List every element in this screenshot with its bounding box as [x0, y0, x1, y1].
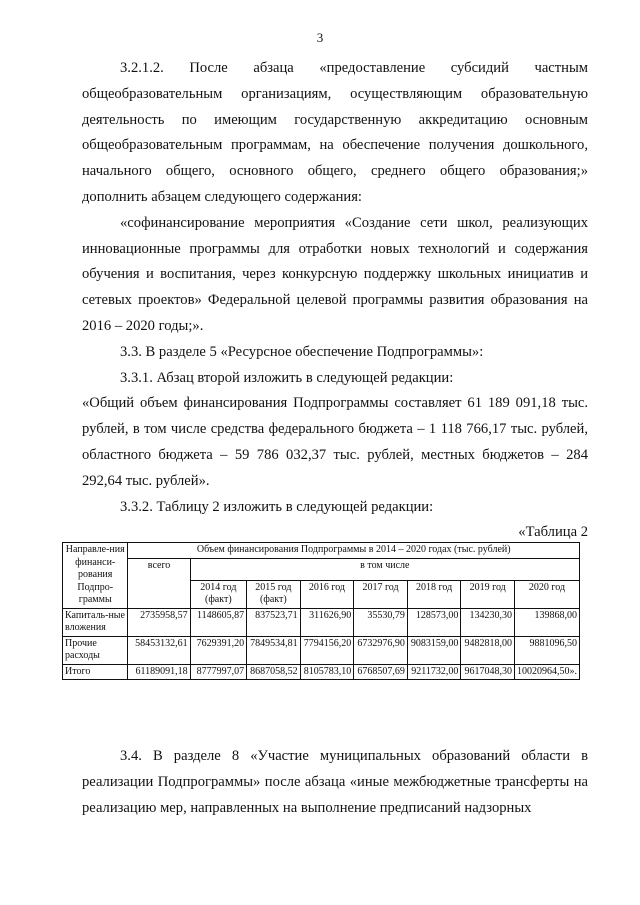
row-value: 9617048,30: [461, 664, 515, 680]
table-label: «Таблица 2: [518, 524, 588, 541]
table-header-row: [63, 558, 580, 580]
row-name: Прочие расходы: [63, 636, 128, 664]
page-number: 3: [316, 30, 324, 45]
year-header: 2020 год: [514, 580, 579, 608]
row-value: 9211732,00: [407, 664, 461, 680]
year-header: 2016 год: [300, 580, 354, 608]
row-value: 6732976,90: [354, 636, 408, 664]
volume-header: Объем финансирования Подпрограммы в 2014 – 2020 годах (тыс. рублей): [128, 543, 580, 559]
document-body: [82, 56, 588, 546]
paragraph: 3.4. В разделе 8 «Участие муниципальных образований области в реализации Подпрограммы» после абзаца «иные межбюджетные трансферты на реализацию мер, направленных на выполнение предписаний надзорных: [82, 748, 588, 816]
row-value: 8777997,07: [190, 664, 246, 680]
row-total: 61189091,18: [128, 664, 190, 680]
paragraph: 3.2.1.2. После абзаца «предоставление субсидий частным общеобразовательным организациям, осуществляющим образовательную деятельность по имеющим государственную аккредитацию основным общеобразовательным программам, на обеспечение получения дошкольного, начального общего, основного общего, среднего общего образования;» дополнить абзацем следующего содержания:: [82, 60, 588, 205]
year-header: 2014 год (факт): [190, 580, 246, 608]
row-value: 9083159,00: [407, 636, 461, 664]
row-value: 9482818,00: [461, 636, 515, 664]
year-header: 2018 год: [407, 580, 461, 608]
year-header: 2017 год: [354, 580, 408, 608]
row-value: 128573,00: [407, 608, 461, 636]
row-value: 1148605,87: [190, 608, 246, 636]
table-header-row: [63, 543, 580, 559]
row-value: 7629391,20: [190, 636, 246, 664]
row-value: 7794156,20: [300, 636, 354, 664]
paragraph: 3.3.1. Абзац второй изложить в следующей редакции:: [120, 369, 454, 386]
table-row: [63, 636, 580, 664]
row-value: 7849534,81: [247, 636, 301, 664]
year-header: 2015 год (факт): [247, 580, 301, 608]
financing-table: [62, 542, 580, 680]
row-total: 58453132,61: [128, 636, 190, 664]
row-name: Капиталь-ные вложения: [63, 608, 128, 636]
paragraph: 3.3.2. Таблицу 2 изложить в следующей редакции:: [120, 498, 434, 515]
total-header: всего: [128, 558, 190, 608]
row-value: 10020964,50».: [514, 664, 579, 680]
row-total: 2735958,57: [128, 608, 190, 636]
row-value: 8105783,10: [300, 664, 354, 680]
row-value: 134230,30: [461, 608, 515, 636]
row-name: Итого: [63, 664, 128, 680]
row-value: 9881096,50: [514, 636, 579, 664]
paragraph: «софинансирование мероприятия «Создание сети школ, реализующих инновационные программы для отработки новых технологий и содержания обучения и воспитания, через конкурсную поддержку школьных инициатив и сетевых проектов» Федеральной целевой программы развития образования на 2016 – 2020 годы;».: [82, 214, 588, 334]
document-continuation: [82, 744, 588, 821]
year-header: 2019 год: [461, 580, 515, 608]
row-value: 35530,79: [354, 608, 408, 636]
row-value: 6768507,69: [354, 664, 408, 680]
row-value: 311626,90: [300, 608, 354, 636]
row-value: 8687058,52: [247, 664, 301, 680]
paragraph: 3.3. В разделе 5 «Ресурсное обеспечение Подпрограммы»:: [120, 343, 484, 360]
paragraph: «Общий объем финансирования Подпрограммы составляет 61 189 091,18 тыс. рублей, в том числе средства федерального бюджета – 1 118 766,17 тыс. рублей, областного бюджета – 59 786 032,37 тыс. рублей, местных бюджетов – 284 292,64 тыс. рублей».: [82, 395, 588, 489]
table-row: [63, 664, 580, 680]
row-value: 837523,71: [247, 608, 301, 636]
incl-header: в том числе: [190, 558, 579, 580]
direction-header: Направле-ния финанси-рования Подпро-граммы: [63, 543, 128, 609]
table-row: [63, 608, 580, 636]
row-value: 139868,00: [514, 608, 579, 636]
